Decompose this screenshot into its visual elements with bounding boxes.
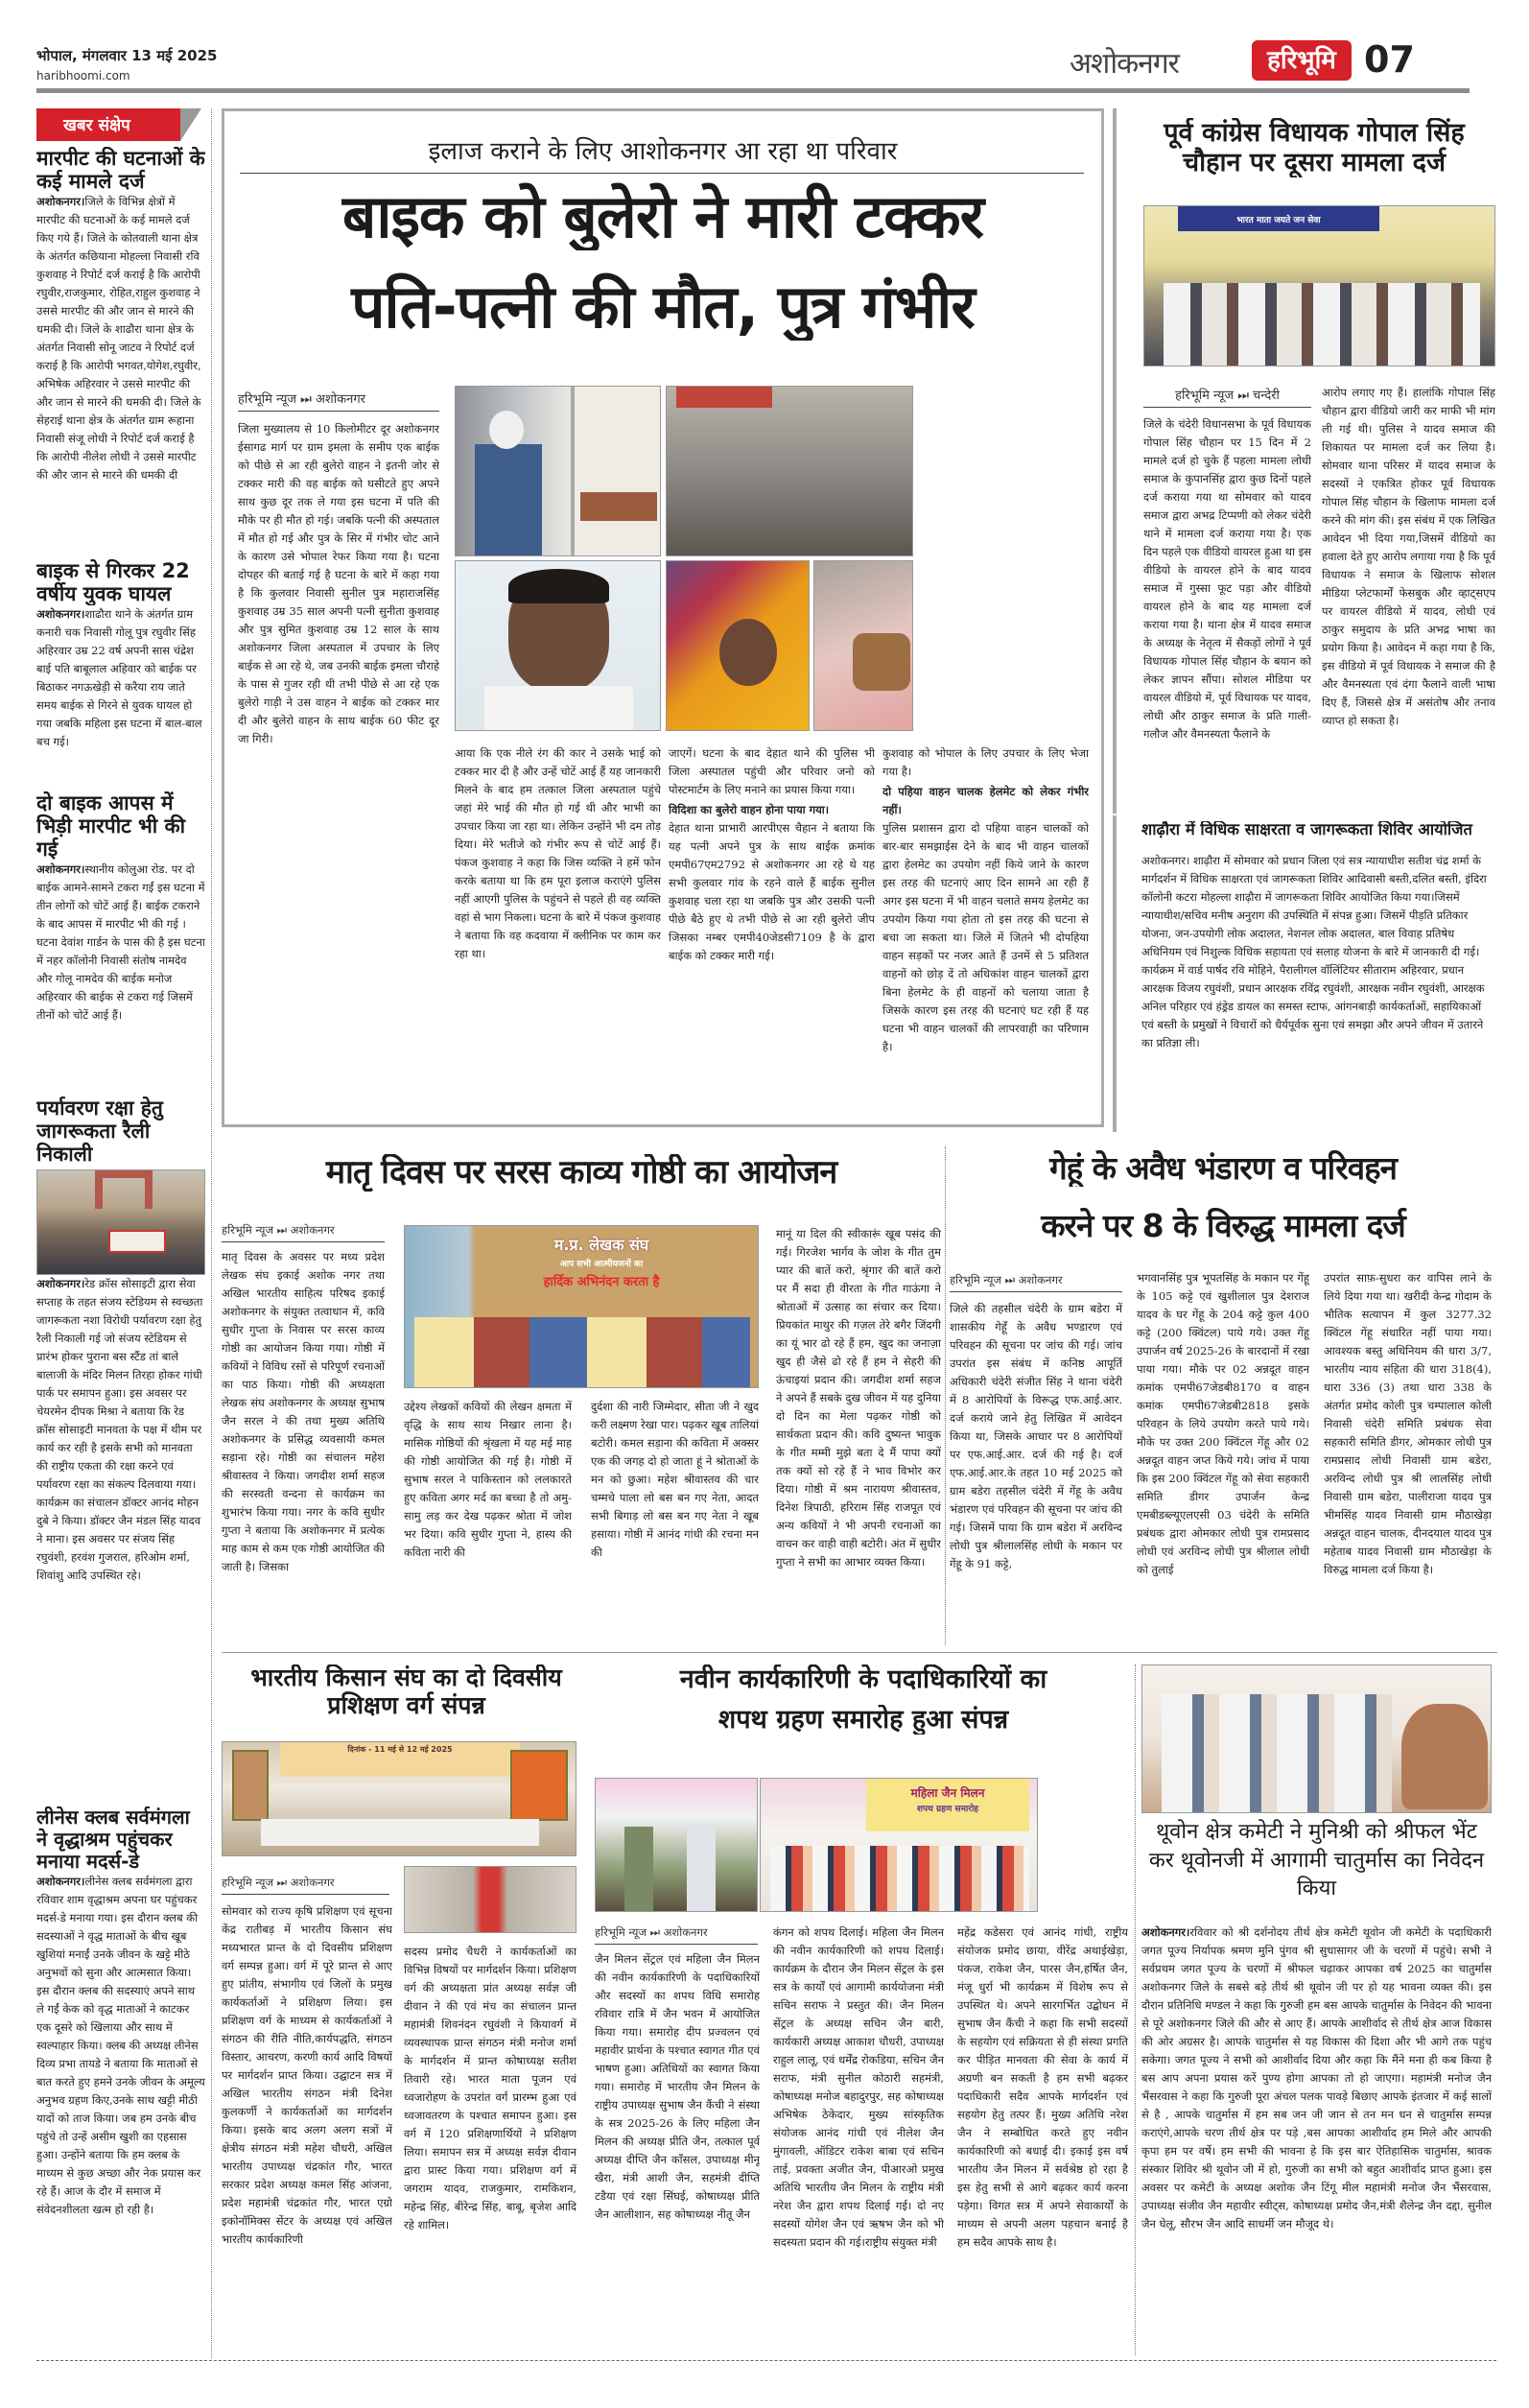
- column-divider: [211, 108, 212, 2358]
- stretcher: [580, 492, 657, 521]
- shadhora-body: अशोकनगर। शाढ़ौरा में सोमवार को प्रधान जिला एवं सत्र न्यायाधीश सतीश चंद्र शर्मा के मार्गदर्शन में विधिक साक्षरता एवं जागरूकता शिविर आदिवासी बस्ती,दलित बस्ती, इंदिरा कॉलोनी कटरा मोहल्ला शाढ़ौरा में जागरूकता शिविर आयोजित किया गया।जिसमें न्यायाधीश/सचिव मनीष अनुराग की उपस्थिति में संपन्न हुआ। जिसमें पीड़ति प्रतिकार योजना, जन-उपयोगी लोक अदालत, नेशनल लोक अदालत, बाल विवाह प्रतिषेध अधिनियम एवं निशुल्क विधिक सहायता एवं सलाह योजना के बारे में जानकारी दी गई। कार्यक्रम में वार्ड पार्षद रवि मोहिने, पैरालीगल वॉलिंटियर सीताराम अहिरवार, प्रधान आरक्षक विजय रघुवंशी, प्रधान आरक्षक रविंद्र रघुवंशी, आरक्षक नवीन रघुवंशी, आरक्षक अनिल परिहार एवं हंड्रेड डायल का समस्त स्टाफ, आंगनबाड़ी कार्यकर्ताओं, सहायिकाओं एवं बस्ती के प्रमुखों ने विचारों को धैर्यपूर्वक सुना एवं समझा और अपने जीवन में उतारने का प्रतिज्ञा ली।: [1141, 854, 1487, 1050]
- ambulance-photo: [455, 386, 661, 556]
- brief-headline: दो बाइक आपस में भिड़ी मारपीट भी की गई: [36, 791, 186, 862]
- oath-photo: [760, 1778, 1038, 1912]
- wheat-headline-line-1: गेहूं के अवैध भंडारण व परिवहन: [1049, 1150, 1397, 1187]
- brief-headline: लीनेस क्लब सर्वमंगला ने वृद्धाश्रम पहुंचकर मनाया मदर्स-डे: [36, 1806, 190, 1873]
- kisan-col-1: सोमवार को राज्य कृषि प्रशिक्षण एवं सूचना केंद्र रातीबड़ में भारतीय किसान संघ मध्यभारत प्रान्त के दो दिवसीय प्रशिक्षण वर्ग सम्पन्न हुआ। वर्ग में पूरे प्रान्त से आए हुए प्रांतीय, संभागीय एवं जिलों के प्रमुख कार्यकर्ताओं ने प्रशिक्षण लिया। इस प्रशिक्षण वर्ग के माध्यम से कार्यकर्ताओं ने संगठन की रीति नीति,कार्यपद्धति, संगठन विस्तार, आचरण, करणी कार्य आदि विषयों पर मार्गदर्शन प्राप्त किया। उद्घाटन सत्र में अखिल भारतीय संगठन मंत्री दिनेश कुलकर्णी ने कार्यकर्ताओं का मार्गदर्शन किया। इसके बाद अलग अलग सत्रों में क्षेत्रीय संगठन मंत्री महेश चौधरी, अखिल भारतीय उपाध्यक्ष चंद्रकांत गौर, भारत सरकार प्रदेश अध्यक्ष कमल सिंह आंजना, प्रदेश महामंत्री चंद्रकांत गौर, भारत एग्रो इकोनॉमिक्स सेंटर के अध्यक्ष एवं अखिल भारतीय कार्यकारिणी: [222, 1904, 392, 2246]
- oath-banner: महिला जैन मिलन शपथ ग्रहण समारोह: [866, 1779, 1029, 1831]
- head-table: [261, 1819, 539, 1846]
- lead-byline: हरिभूमि न्यूज ⏭ अशोकनगर: [238, 390, 439, 412]
- kisan-headline: भारतीय किसान संघ का दो दिवसीय प्रशिक्षण वर्ग संपन्न: [250, 1664, 562, 1719]
- brief-item: [36, 559, 205, 773]
- column-divider: [1135, 1664, 1136, 2355]
- gopal-headline: पूर्व कांग्रेस विधायक गोपाल सिंह चौहान पर दूसरा मामला दर्ज: [1164, 118, 1465, 178]
- poster-banner: म.प्र. लेखक संघ आप सभी आत्मीयजनों का हार्दिक अभिनंदन करता है: [482, 1230, 721, 1297]
- wheat-story: [950, 1146, 1496, 1645]
- lead-col-2: आया कि एक नीले रंग की कार ने उसके भाई को टक्कर मार दी है और उन्हें चोटें आई हैं यह जानकारी मिलने के बाद हम तत्काल जिला अस्पताल पहुंचे जहां मेरे भाई की मौत हो गई थी और भाभी का उपचार किया जा रहा था। लेकिन उन्होंने भी दम तोड़ दिया। मेरे भतीजे को गंभीर रूप से चोटें आई हैं। पंकज कुशवाह ने कहा कि जिस व्यक्ति ने हमें फोन करके बताया था कि हम पूरा इलाज कराएंगे पुलिस नहीं आएगी पुलिस के पहुंचने से पहले ही वह व्यक्ति वहां से भाग निकला। घटना के बारे में पंकज कुशवाह ने बताया कि वह कदवाया में क्लीनिक पर काम कर रहा था।: [455, 746, 661, 960]
- brief-body: लीनेस क्लब सर्वमंगला द्वारा रविवार शाम वृद्धाश्रम अपना घर पहुंचकर मदर्स-डे मनाया गया। इस दौरान क्लब की सदस्याओं ने वृद्ध माताओं के बीच खूब खुशियां मनाईं उनके जीवन के खट्टे मीठे अनुभवों को सुना और आत्मसात किया। इस दौरान क्लब की सदस्याएं अपने साथ ले गईं केक को वृद्ध माताओं ने काटकर एक दूसरे को खिलाया और साथ में स्वल्पाहार किया। क्लब की अध्यक्ष लीनेस दिव्य प्रभा तायडे ने बताया कि माताओं से बात करते हुए हमने उनके जीवन के अमूल्य अनुभव ग्रहण किए,उनके साथ खट्टी मीठी यादों को ताज किया। जब हम उनके बीच पहुंचे तो उन्हें असीम खुशी का एहसास हुआ। उन्होंने बताया कि हम क्लब के माध्यम से कुछ अच्छा और नेक प्रयास कर रहे हैं। आज के दौर में समाज में संवेदनशीलता खत्म हो रही है।: [36, 1875, 205, 2216]
- brief-body: शाढौरा थाने के अंतर्गत ग्राम कनारी चक निवासी गोलू पुत्र रघुवीर सिंह अहिरवार उम्र 22 वर्ष अपनी सास चंद्रेश बाई पति बाबूलाल अहिवार को बाईक पर बिठाकर नगऊखेड़ी से करैया राय जाते समय बाईक से गिरने से युवक घायल हो गया जबकि महिला इस घटना में बाल-बाल बच गई।: [36, 607, 202, 749]
- masthead-rule: [36, 88, 1470, 93]
- matru-col-1: मातृ दिवस के अवसर पर मध्य प्रदेश लेखक संघ इकाई अशोक नगर तथा अखिल भारतीय साहित्य परिषद इकाई अशोकनगर के संयुक्त तत्वाधान में, कवि सुधीर गुप्ता के निवास पर सरस काव्य गोष्ठी का आयोजन किया गया। गोष्ठी में कवियों ने विविध रसों से परिपूर्ण रचनाओं का पाठ किया। गोष्ठी की अध्यक्षता लेखक संघ अशोकनगर के अध्यक्ष सुभाष जैन सरल ने की तथा मुख्य अतिथि अशोकनगर के प्रसिद्ध व्यवसायी कमल सड़ाना रहे। गोष्ठी का संचालन महेश श्रीवास्तव ने किया। जगदीश शर्मा सहज की सरस्वती वन्दना से कार्यक्रम का शुभारंभ किया गया। नगर के कवि सुधीर गुप्ता ने बताया कि अशोकनगर में प्रत्येक माह काम से कम एक गोष्ठी आयोजित की जाती है। जिसका: [222, 1250, 385, 1573]
- lead-col-4-text: कुशवाह को भोपाल के लिए उपचार के लिए भेजा गया है।: [882, 746, 1089, 778]
- website-link[interactable]: haribhoomi.com: [36, 69, 130, 83]
- lead-kicker: इलाज कराने के लिए आशोकनगर आ रहा था परिवार: [428, 137, 898, 166]
- protest-photo: [1143, 205, 1495, 366]
- matru-col-4: मानूं या दिल की स्वीकारूं खूब पसंद की गई। गिरजेश भार्गव के जोश के गीत तुम प्यार की बातें करो, श्रृंगार की बातें करो पर मैं सदा ही वीरता के गीत गाऊंगा ने श्रोताओं में उत्साह का संचार कर दिया। प्रियकांत माथुर की गज़ल तेरे बगैर जिंदगी का यूं भार ढो रहे हैं हम, खुद का जनाज़ा खुद ही जैसे ढो रहे हैं हम ने सेहरी की ऊंचाइयां प्रदान की। जगदीश शर्मा सहज ने अपने हैं सबके दुख जीवन में यह दुनिया दो दिन का मेला पढ़कर गोष्ठी को सार्थकता प्रदान की। कवि दुष्यन्त भावुक के गीत मम्मी मुझे बता दे मैं पापा क्यों तक क्यों सो रहे हैं ने भाव विभोर कर दिया। गोष्ठी में श्रम नारायण श्रीवास्तव, दिनेश त्रिपाठी, हरिराम सिंह राजपूत एवं अन्य कवियों ने भी अपनी रचनाओं का वाचन कर वाही वाही बटोरी। अंत में सुधीर गुप्ता ने सभी का आभार व्यक्त किया।: [776, 1227, 941, 1569]
- lead-col-3-rest: देहात थाना प्राभारी आरपीएस चैहान ने बताया कि यह पत्नी अपने पुत्र के साथ बाईक क्रमांक एमपी67एम2792 से अशोकनगर आ रहे थे यह सभी कुलवार गांव के रहने वाले हैं बाईक सुनील कुशवाह चला रहा था जबकि पुत्र और उसकी पत्नी पीछे बैठे हुए थे तभी पीछे से आ रही बुलेरो जीप जिसका नम्बर एमपी40जेडसी7109 है के द्वारा बाईक को टक्कर मारी गई।: [669, 821, 875, 962]
- rally-banner: [108, 1230, 166, 1253]
- wheat-col-1: जिले की तहसील चंदेरी के ग्राम बडेरा में शासकीय गेहूँ के अवैध भण्डारण एवं परिवहन की सूचना पर जांच की गई। जांच उपरांत इस संबंध में कनिष्ठ आपूर्ति अधिकारी चंदेरी संजीत सिंह ने थाना चंदेरी में 8 आरोपियों के विरूद्ध एफ.आई.आर. दर्ज कराये जाने हेतु लिखित में आवेदन किया था, जिसके आधार पर 8 आरोपियों पर एफ.आई.आर. दर्ज की गई है। दर्ज एफ.आई.आर.के तहत 10 मई 2025 को ग्राम बडेरा तहसील चंदेरी में गेंहू के अवैध भंडारण एवं परिवहन की सूचना पर जांच की गई। जिसमें पाया कि ग्राम बडेरा में अरविन्द लोधी पुत्र श्रीलालसिंह लोधी के मकान पर गेंहू के 91 कट्टे,: [950, 1302, 1122, 1570]
- portrait-shirt: [484, 686, 633, 731]
- jain-col-3: महेंद्र कडेसरा एवं आनंद गांधी, राष्ट्रीय संयोजक प्रमोद छाया, वीरेंद्र अथाईखेड़ा, पंकज, राकेश जैन, पारस जैन,हर्षित जैन, मंजू धुर्रा भी कार्यक्रम में विशेष रूप से उपस्थित थे। अपने सारगर्भित उद्बोधन में सुभाष जैन कैंची ने कहा कि सभी सदस्यों के सहयोग एवं सक्रियता से ही संस्था प्रगति कर पीड़ित मानवता की सेवा के कार्य में अग्रणी बन सकती है हम सभी बढ़कर पदाधिकारी सदैव आपके मार्गदर्शन एवं सहयोग हेतु तत्पर हैं। मुख्य अतिथि नरेश जैन ने सम्बोधित करते हुए नवीन कार्यकारिणी को बधाई दी। इकाई इस वर्ष भारतीय जैन मिलन में सर्वश्रेष्ठ हो रहा है इस हेतु सभी से आगे बढ़कर कार्य करना पड़ेगा। विगत सत्र में अपने सेवाकार्यों के माध्यम से अपनी अलग पहचान बनाई है हम सदैव आपके साथ है।: [957, 1925, 1128, 2249]
- kisan-story: [222, 1664, 591, 2360]
- person-blue-shirt: [475, 444, 542, 556]
- lead-col-4-rest: पुलिस प्रशासन द्वारा दो पहिया वाहन चालकों को बार-बार समझाईस देने के बाद भी वाहन चालकों द्वारा हेलमेट का उपयोग नहीं किये जाने के कारण इस तरह की घटनाएं आए दिन सामने आ रही हैं अगर इस घटना में भी वाहन चलाते समय हेलमेट का उपयोग किया गया होता तो इस तरह की घटना से बचा जा सकता था। जिले में जितने भी दोपहिया वाहन सड़कों पर नजर आते हैं उनमें से 5 प्रतिशत वाहनों को छोड़ दें तो अधिकांश वाहन चालकों द्वारा बिना हेलमेट के ही वाहनों को चलाया जाता है जिसके कारण इस तरह की घटनाएं घट रही हैं यह घटना भी वाहन चालकों की लापरवाही का परिणाम है।: [882, 821, 1089, 1053]
- brief-dateline: अशोकनगर।: [36, 1277, 85, 1291]
- kicker-rule: [240, 173, 1084, 174]
- masthead: [0, 0, 1529, 96]
- shadhora-headline: शाढ़ौरा में विधिक साक्षरता व जागरूकता शिविर आयोजित: [1141, 821, 1472, 838]
- lead-story: [222, 108, 1104, 1127]
- section-divider: [222, 1652, 1497, 1653]
- brief-dateline: अशोकनगर।: [36, 195, 85, 209]
- rally-photo: [36, 1169, 205, 1275]
- wheat-headline-line-2: करने पर 8 के विरुद्ध मामला दर्ज: [1041, 1208, 1405, 1244]
- thuvon-body-text: रविवार को श्री दर्शनोदय तीर्थ क्षेत्र कमेटी थूवोन जी कमेटी के पदाधिकारी जगत पूज्य निर्यापक श्रमण मुनि पुंगव श्री सुधासागर जी के चरणों में पहुंचे। सभी ने सर्वप्रथम जगत पूज्य के चरणों में श्रीफल चढ़ाकर आपका वर्ष 2025 का चातुर्मास अशोकनगर जिले के सबसे बड़े तीर्थ श्री थूवोन जी पर हो यह भावना व्यक्त की। इस दौरान प्रतिनिधि मण्डल ने कहा कि गुरुजी हम बस आपके चातुर्मास के निवेदन की भावना से पूरे अशोकनगर जिले की और से आए हैं। आपके आशीर्वाद से तीर्थ क्षेत्र आज विकास की ओर अग्रसर है। आपके चातुर्मास से यह विकास की दिशा और भी आगे तक पहुंच सकेगा। जगत पूज्य ने सभी को आशीर्वाद दिया और कहा कि मैंने मना ही कब किया है बस आप अपना प्रयास करें पुण्य होगा आपका तो हो जाएगा। महामंत्री मनोज जैन भैंसरवास ने कहा कि गुरुजी पूरा अंचल पलक पावड़े बिछाए आपके इंतजार में कई सालों से है , आपके चातुर्मास में हम सब जन जी जान से तन मन धन से चातुर्मास सम्पन्न कराएंगे,आपके चरण तीर्थ क्षेत्र पर पड़े ,बस आपका आशीर्वाद हम मिले और आपकी कृपा हम पर वर्षे। हम सभी की भावना हे कि इस बार ऐतिहासिक चातुर्मास, श्रावक संस्कार शिविर श्री थूवोन जी में हो, गुरुजी का सभी को बहुत आशीर्वाद प्राप्त हुआ। इस अवसर पर कमेटी के अध्यक्ष अशोक जैन टिंगू मील महामंत्री मनोज जैन भैंसरवास, उपाध्यक्ष संजीव जैन महावीर स्वीट्स, कोषाध्यक्ष प्रमोद जैन,मंत्री शैलेन्द्र जैन दद्दा, सुनील जैन घेलू, सौरभ जैन आदि साधर्मी जन मौजूद थे।: [1141, 1925, 1492, 2231]
- station-sign: भारत माता जयते जन सेवा: [1178, 206, 1379, 231]
- poets-photo: [404, 1225, 759, 1388]
- award-photo: [595, 1778, 758, 1912]
- woman-face: [719, 619, 777, 686]
- gopal-story: [1113, 108, 1496, 814]
- poets-seated: [414, 1317, 750, 1388]
- section-divider: [36, 2360, 1496, 2361]
- brief-dateline: अशोकनगर।: [36, 607, 85, 622]
- devotees: [1162, 1694, 1392, 1813]
- crowd-white-shirts: [1164, 283, 1480, 366]
- dateline: भोपाल, मंगलवार 13 मई 2025: [36, 47, 218, 64]
- matru-headline: मातृ दिवस पर सरस काव्य गोष्ठी का आयोजन: [325, 1154, 837, 1192]
- jain-byline: हरिभूमि न्यूज ⏭ अशोकनगर: [595, 1925, 758, 1945]
- lead-subhead: दो पहिया वाहन चालक हेलमेट को लेकर गंभीर नहीं।: [882, 785, 1089, 816]
- thuvon-story: [1141, 1664, 1496, 2360]
- jain-story: [595, 1664, 1132, 2360]
- jain-col-1: जैन मिलन सेंट्रल एवं महिला जैन मिलन की नवीन कार्यकारिणी के पदाधिकारियों और सदस्यों का शपथ विधि समारोह रविवार रात्रि में जैन भवन में आयोजित किया गया। समारोह दीप प्रज्वलन एवं महावीर प्रार्थना के पश्चात स्वागत गीत एवं भाषण हुआ। अतिथियों का स्वागत किया गया। समारोह में भारतीय जैन मिलन के राष्ट्रीय उपाध्यक्ष सुभाष जैन कैंची ने संस्था के सत्र 2025-26 के लिए महिला जैन मिलन की अध्यक्ष प्रीति जैन, तत्काल पूर्व अध्यक्ष दीप्ति जैन काँसल, उपाध्यक्ष मीनू खैरा, मंत्री आशी जैन, सहमंत्री दीप्ति टडैया एवं रक्षा सिंघई, कोषाध्यक्ष प्रीति जैन आलीशान, सह कोषाध्यक्ष नीतू जैन: [595, 1952, 760, 2221]
- shreephal-photo: [1141, 1664, 1492, 1813]
- page-number: 07: [1364, 38, 1415, 81]
- brief-body: जिले के विभिन्न क्षेत्रों में मारपीट की घटनाओं के कई मामले दर्ज किए गये हैं। जिले के कोतवाली थाना क्षेत्र के अंतर्गत कछियाना मोहल्ला निवासी रवि कुशवाह ने रिपोर्ट दर्ज कराई है कि आरोपी रघुवीर,राजकुमार, रोहित,राहुल कुशवाह ने उससे मारपीट की और जान से मारने की धमकी दी। जिले के शाढौरा थाना क्षेत्र के अंतर्गत निवासी सोनू जाटव ने रिपोर्ट दर्ज कराई है कि आरोपी भगवत,योगेश,रघुवीर, अभिषेक अहिरवार ने उससे मारपीट की और जान से मारने की धमकी दी। जिले के सेहराई थाना क्षेत्र के अंतर्गत ग्राम रूहाना निवासी संजू लोधी ने रिपोर्ट दर्ज कराई है कि आरोपी नीलेश लोधी ने उससे मारपीट की और जान से मारने की धमकी दी: [36, 195, 201, 483]
- portrait-hair: [508, 569, 609, 603]
- lead-headline-line-1: बाइक को बुलेरो ने मारी टक्कर: [342, 182, 983, 251]
- brief-headline: मारपीट की घटनाओं के कई मामले दर्ज: [36, 147, 205, 194]
- jain-col-2: कंगन को शपथ दिलाई। महिला जैन मिलन की नवीन कार्यकारिणी को शपथ दिलाई। कार्यक्रम के दौरान जैन मिलन सेंट्रल के इस सत्र के कार्यों एवं आगामी कार्ययोजना मंत्री सचिन सराफ ने प्रस्तुत की। जैन मिलन सेंट्रल के अध्यक्ष सचिन जैन बारी, कार्यकारी अध्यक्ष आकाश चौधरी, उपाध्यक्ष राहुल लालू, एवं धर्मेंद्र रोकडिया, सचिन जैन सराफ, मंत्री सुनील कोठारी सहमंत्री, कोषाध्यक्ष मनोज बहादुरपुर, सह कोषाध्यक्ष अभिषेक ठेकेदार, मुख्य सांस्कृतिक संयोजक आनंद गांधी एवं नीलेश जैन मुंगावली, ऑडिटर राकेश बाबा एवं सचिन ताई, प्रवक्ता अजीत जैन, पीआरओ प्रमुख अतिथि भारतीय जैन मिलन के राष्ट्रीय मंत्री नरेश जैन द्वारा शपथ दिलाई गई। दो नए सदस्यों योगेश जैन एवं ऋषभ जैन को भी सदस्यता प्रदान की गई।राष्ट्रीय संयुक्त मंत्री: [773, 1925, 944, 2249]
- brief-body: रेड क्रॉस सोसाइटी द्वारा सेवा सप्ताह के तहत संजय स्टेडियम से स्वच्छता जागरूकता नशा विरोधी पर्यावरण रक्षा हेतु रैली निकाली गई जो संजय स्टेडियम से प्रारंभ होकर पुराना बस स्टैंड तां बाले बालाजी के मंदिर मिलन तिरहा होकर गांधी पार्क पर समापन हुआ। इस अवसर पर चेयरमेन दीपक मिश्रा ने बताया कि रेड क्रॉस सोसाइटी मानवता के पक्ष में थीम पर कार्य कर रही है इसके सभी को मानवता की राष्ट्रीय एकता की रक्षा करने एवं पर्यावरण रक्षा का संकल्प दिलवाया गया। कार्यक्रम का संचालन डॉक्टर आनंद मोहन दुबे ने किया। डॉक्टर जैन मंडल सिंह यादव ने माना। इस अवसर पर संजय सिंह रघुवंशी, हरवंश गुजराल, हरिओम शर्मा, शिवांशु आदि उपस्थित रहे।: [36, 1277, 203, 1583]
- brief-item: [36, 1097, 205, 1759]
- award-man-right: [687, 1827, 716, 1912]
- crowd-red-banner: [676, 387, 772, 408]
- injured-son-photo: [813, 560, 913, 731]
- matru-byline: हरिभूमि न्यूज ⏭ अशोकनगर: [222, 1223, 385, 1242]
- lead-col-3-text: जाएगें। घटना के बाद देहात थाने की पुलिस भी जिला अस्पातल पहुंची और परिवार जनो को पोस्टमार्टम के लिए मनाने का प्रयास किया गया।: [669, 746, 875, 796]
- hall-banner: दिनांक - 11 मई से 12 मई 2025: [280, 1742, 520, 1777]
- victim-portrait-photo: [455, 560, 661, 731]
- brief-item: [36, 147, 205, 557]
- gopal-col-1: जिले के चंदेरी विधानसभा के पूर्व विधायक गोपाल सिंह चौहान पर 15 दिन में 2 मामले दर्ज हो चुके हैं पहला मामला लोधी समाज के कुपानसिंह द्वारा कुछ दिनों पहले दर्ज कराया गया था सोमवार को यादव समाज द्वारा अभद्र टिप्पणी को लेकर चंदेरी थाने में मामला दर्ज कराया गया है। एक दिन पहले एक वीडियो वायरल हुआ था इस वीडियो के वायरल होने के बाद यादव समाज में गुस्सा फूट पड़ा और वीडियो वायरल होने के बाद यह मामला दर्ज कराया गया है। थाना क्षेत्र में यादव समाज के अध्यक्ष के नेतृत्व में सैकड़ों लोगों ने पूर्व विधायक गोपाल सिंह चौहान के बयान को लेकर ज्ञापन सौंपा। सोशल मीडिया पर वायरल वीडियो में, पूर्व विधायक पर यादव, लोधी और ठाकुर समाज के प्रति गाली-गलौज और वैमनस्यता फैलाने के: [1143, 417, 1311, 741]
- portrait-right: [510, 1750, 568, 1821]
- logo: हरिभूमि: [1252, 40, 1352, 81]
- son-body: [853, 633, 910, 691]
- person-head: [489, 411, 524, 449]
- wheat-col-2: भगवानसिंह पुत्र भूपतसिंह के मकान पर गेंहू के 105 कट्टे एवं खुशीलाल पुत्र देशराज यादव के घर गेंहू के 204 कट्टे कुल 400 कट्टे (200 क्विंटल) पाये गये। उक्त गेंहू उपार्जन वर्ष 2025-26 के बारदानों में रखा पाया गया। मौके पर 02 अन्नदूत वाहन कमांक एमपी67जेडबी8170 व वाहन कमांक एमपी67जेडबी2818 इसके परिवहन के लिये उपयोग करते पाये गये। मौके पर उक्त 200 क्विंटल गेंहू और 02 अन्नदूत वाहन जप्त किये गये। जांच में पाया कि इस 200 क्विंटल गेंहू को सेवा सहकारी समिति डीगर उपार्जन केन्द्र एमबीडब्ल्यूएलएसी 03 चंदेरी के समिति प्रबंधक द्वारा ओमकार लोधी पुत्र रामप्रसाद लोधी एवं अरविन्द लोधी पुत्र श्रीलाल लोधी को तुलाई: [1137, 1271, 1309, 1576]
- monk-seated: [1401, 1704, 1488, 1809]
- ambulance-door: [571, 387, 661, 556]
- wheat-byline: हरिभूमि न्यूज ⏭ अशोकनगर: [950, 1273, 1122, 1292]
- brief-item: [36, 1806, 205, 2324]
- matru-col-3: दुर्दशा की नारी जिम्मेदार, सीता जी ने खुद करी लक्ष्मण रेखा पार। पढ़कर खूब तालियां बटोरी। कमल सड़ाना की कविता में अक्सर एक की जगह दो हो जाता हूं ने श्रोताओं के मन को छुआ। महेश श्रीवास्तव की चार चम्मचे पाला लो बस बन गए नेता, आदत सभी बिगाड़ लो बस बन गए नेता ने खूब हसाया। गोष्ठी में आनंद गांधी की रचना मन की: [591, 1400, 759, 1559]
- lead-headline-line-2: पति-पत्नी की मौत, पुत्र गंभीर: [351, 272, 975, 342]
- oath-members: [770, 1846, 1029, 1912]
- brief-item: [36, 791, 205, 1102]
- gopal-col-2: आरोप लगाए गए हैं। हालांकि गोपाल सिंह चौहान द्वारा वीडियो जारी कर माफी भी मांग ली गई थी। पुलिस ने यादव समाज की शिकायत पर मामला दर्ज कर लिया है। सोमवार थाना परिसर में यादव समाज के सदस्यों ने एकत्रित होकर पूर्व विधायक गोपाल सिंह चौहान के खिलाफ मामला दर्ज करने की मांग की। इस संबंध में एक लिखित आवेदन भी दिया गया,जिसमें वीडियो का हवाला देते हुए आरोप लगाया गया है कि पूर्व विधायक ने समाज के खिलाफ सोशल मीडिया प्लेटफार्मों फेसबुक और व्हाट्सएप पर वायरल वीडियो में यादव, लोधी एवं ठाकुर समुदाय के प्रति अभद्र भाषा का प्रयोग किया है। आवेदन में कहा गया है कि, इस वीडियो में पूर्व विधायक ने समाज की है और वैमनस्यता एवं दंगा फैलाने वाली भाषा दिए हैं, जिससे क्षेत्र में असंतोष और तनाव व्याप्त हो सकता है।: [1322, 386, 1495, 727]
- kisan-col-2: सदस्य प्रमोद चैधरी ने कार्यकर्ताओं का विभिन्न विषयों पर मार्गदर्शन किया। प्रशिक्षण वर्ग की अध्यक्षता प्रांत अध्यक्ष सर्वज्ञ जी दीवान ने की एवं मंच का संचालन प्रान्त महामंत्री शिवनंदन रघुवंशी ने कियावर्ग में व्यवस्थापक प्रान्त संगठन मंत्री मनोज शर्मा के मार्गदर्शन में प्रान्त कोषाध्यक्ष सतीश तिवारी रहे। भारत माता पूजन एवं ध्वजारोहण के उपरांत वर्ग प्रारम्भ हुआ एवं ध्वजावतरण के पश्चात समापन हुआ। इस वर्ग में 120 प्रशिक्षणार्थियों ने प्रशिक्षण लिया। समापन सत्र में अध्यक्ष सर्वज्ञ दीवान द्वारा प्रास्ट किया गया। प्रशिक्षण वर्ग में जगराम यादव, राजकुमार, रामकिशन, महेन्द्र सिंह, बीरेन्द्र सिंह, बाबू, बृजेश आदि रहे शामिल।: [404, 1945, 576, 2231]
- lead-col-1: जिला मुख्यालय से 10 किलोमीटर दूर अशोकनगर ईसागढ मार्ग पर ग्राम इमला के समीप एक बाईक को पीछे से आ रही बुलेरो वाहन ने इतनी जोर से टक्कर मारी की वह बाईक को घसीटते हुए अपने साथ कुछ दूर तक ले गया इस घटना में पति की मौके पर ही मौत हो गई। जबकि पत्नी की अस्पताल में मौत हो गई और पुत्र के सिर में गंभीर चोट आने के कारण उसे भोपाल रेफर किया गया है। घटना दोपहर की बताई गई है घटना के बारे में कहा गया है कि कुलवार निवासी सुनील पुत्र महाराजसिंह कुशवाह उम्र 35 साल अपनी पत्नी सुनीता कुशवाह और पुत्र सुमित कुशवाह उम्र 12 साल के साथ अशोकनगर जिला अस्पताल में उपचार के लिए बाईक से आ रहे थे, जब उनकी बाईक इमला चौराहे के पास से गुजर रही थी तभी पीछे से आ रहे एक बुलेरो गाड़ी ने उस वाहन ने बाईक को टक्कर मार दी और बुलेरो वाहन के साथ बाईक 60 फीट दूर जा गिरी।: [238, 422, 439, 745]
- matru-story: [222, 1146, 941, 1645]
- kisan-byline: हरिभूमि न्यूज ⏭ अशोकनगर: [222, 1876, 389, 1895]
- rally-arch: [95, 1170, 153, 1209]
- thuvon-body: [1141, 1924, 1492, 2346]
- lead-col-4: [882, 744, 1089, 1111]
- award-man-left: [624, 1827, 653, 1912]
- brief-dateline: अशोकनगर।: [36, 1875, 85, 1888]
- brief-body: स्थानीय कोलुआ रोड. पर दो बाईक आमने-सामने टकरा गईं इस घटना में तीन लोगों को चोटें आई हैं। बाईक टकराने के बाद आपस में मारपीट भी की गई । घटना देवांश गार्डन के पास की है इस घटना में नहर कॉलोनी निवासी संतोष नामदेव और गोलू नामदेव की बाईक मनोज अहिरवार की बाईक से टकरा गई जिसमें तीनों को चोटें आई हैं।: [36, 862, 205, 1023]
- news-brief-column: [36, 108, 205, 2353]
- section-name: अशोकनगर: [1070, 47, 1179, 81]
- shadhora-story: [1113, 815, 1496, 1132]
- brief-headline: पर्यावरण रक्षा हेतु जागरूकता रैली निकाली: [36, 1097, 163, 1167]
- lead-col-3: [669, 744, 875, 1111]
- crowd-photo: [666, 386, 913, 556]
- injured-woman-photo: [666, 560, 810, 731]
- lead-subhead: विदिशा का बुलेरो वाहन होना पाया गया।: [669, 803, 830, 816]
- matru-col-2: उद्देश्य लेखकों कवियों की लेखन क्षमता में वृद्धि के साथ साथ निखार लाना है। मासिक गोष्ठियों की श्रृंखला में यह मई माह की गोष्ठी आयोजित की गई है। गोष्ठी में सुभाष सरल ने पाकिस्तान को ललकारते हुए कविता अगर मर्द का बच्चा है तो अमु-सामु लड़ कर देख पढ़कर श्रोता में जोश भर दिया। कवि सुधीर गुप्ता ने, हास्य की कविता नारी की: [404, 1400, 572, 1559]
- portrait-left: [232, 1750, 269, 1821]
- training-hall-photo: [222, 1741, 576, 1856]
- brief-dateline: अशोकनगर।: [36, 862, 85, 877]
- thuvon-dateline: अशोकनगर।: [1141, 1925, 1190, 1939]
- banner-fold: [180, 108, 201, 141]
- jain-headline-line-1: नवीन कार्यकारिणी के पदाधिकारियों का: [679, 1664, 1047, 1694]
- thuvon-headline: थूवोन क्षेत्र कमेटी ने मुनिश्री को श्रीफल भेंट कर थूवोनजी में आगामी चातुर्मास का निवेदन किया: [1148, 1820, 1485, 1901]
- trainees-photo: [404, 1866, 576, 1933]
- jain-headline-line-2: शपथ ग्रहण समारोह हुआ संपन्न: [717, 1705, 1009, 1735]
- brief-headline: बाइक से गिरकर 22 वर्षीय युवक घायल: [36, 559, 190, 606]
- wheat-col-3: उपरांत साफ़-सुधरा कर वापिस लाने के लिये दिया गया था। खरीदी केन्द्र गोदाम के भौतिक सत्यापन में कुल 3277.32 क्विंटल गेंहू संधारित नहीं पाया गया। आवश्यक बस्तु अधिनियम की धारा 3/7, भारतीय न्याय संहिता की धारा 318(4), धारा 336 (3) तथा धारा 338 के अंतर्गत प्रमोद कोली पुत्र चम्पालाल कोली निवासी चंदेरी समिति प्रबंधक सेवा सहकारी समिति डीगर, ओमकार लोधी पुत्र रामप्रसाद लोधी निवासी ग्राम बडेरा, अरविन्द लोधी पुत्र श्री लालसिंह लोधी निवासी ग्राम बडेरा, पालीराजा यादव पुत्र भीमसिंह यादव निवासी ग्राम मौठाखेड़ा अन्नदूत वाहन चालक, दीनदयाल यादव पुत्र महेताब यादव निवासी ग्राम मौठाखेड़ा के विरुद्ध मामला दर्ज किया है।: [1324, 1271, 1492, 1576]
- gopal-byline: हरिभूमि न्यूज ⏭ चन्देरी: [1143, 386, 1311, 408]
- column-divider: [945, 1146, 946, 1645]
- brief-banner: खबर संक्षेप: [36, 108, 201, 141]
